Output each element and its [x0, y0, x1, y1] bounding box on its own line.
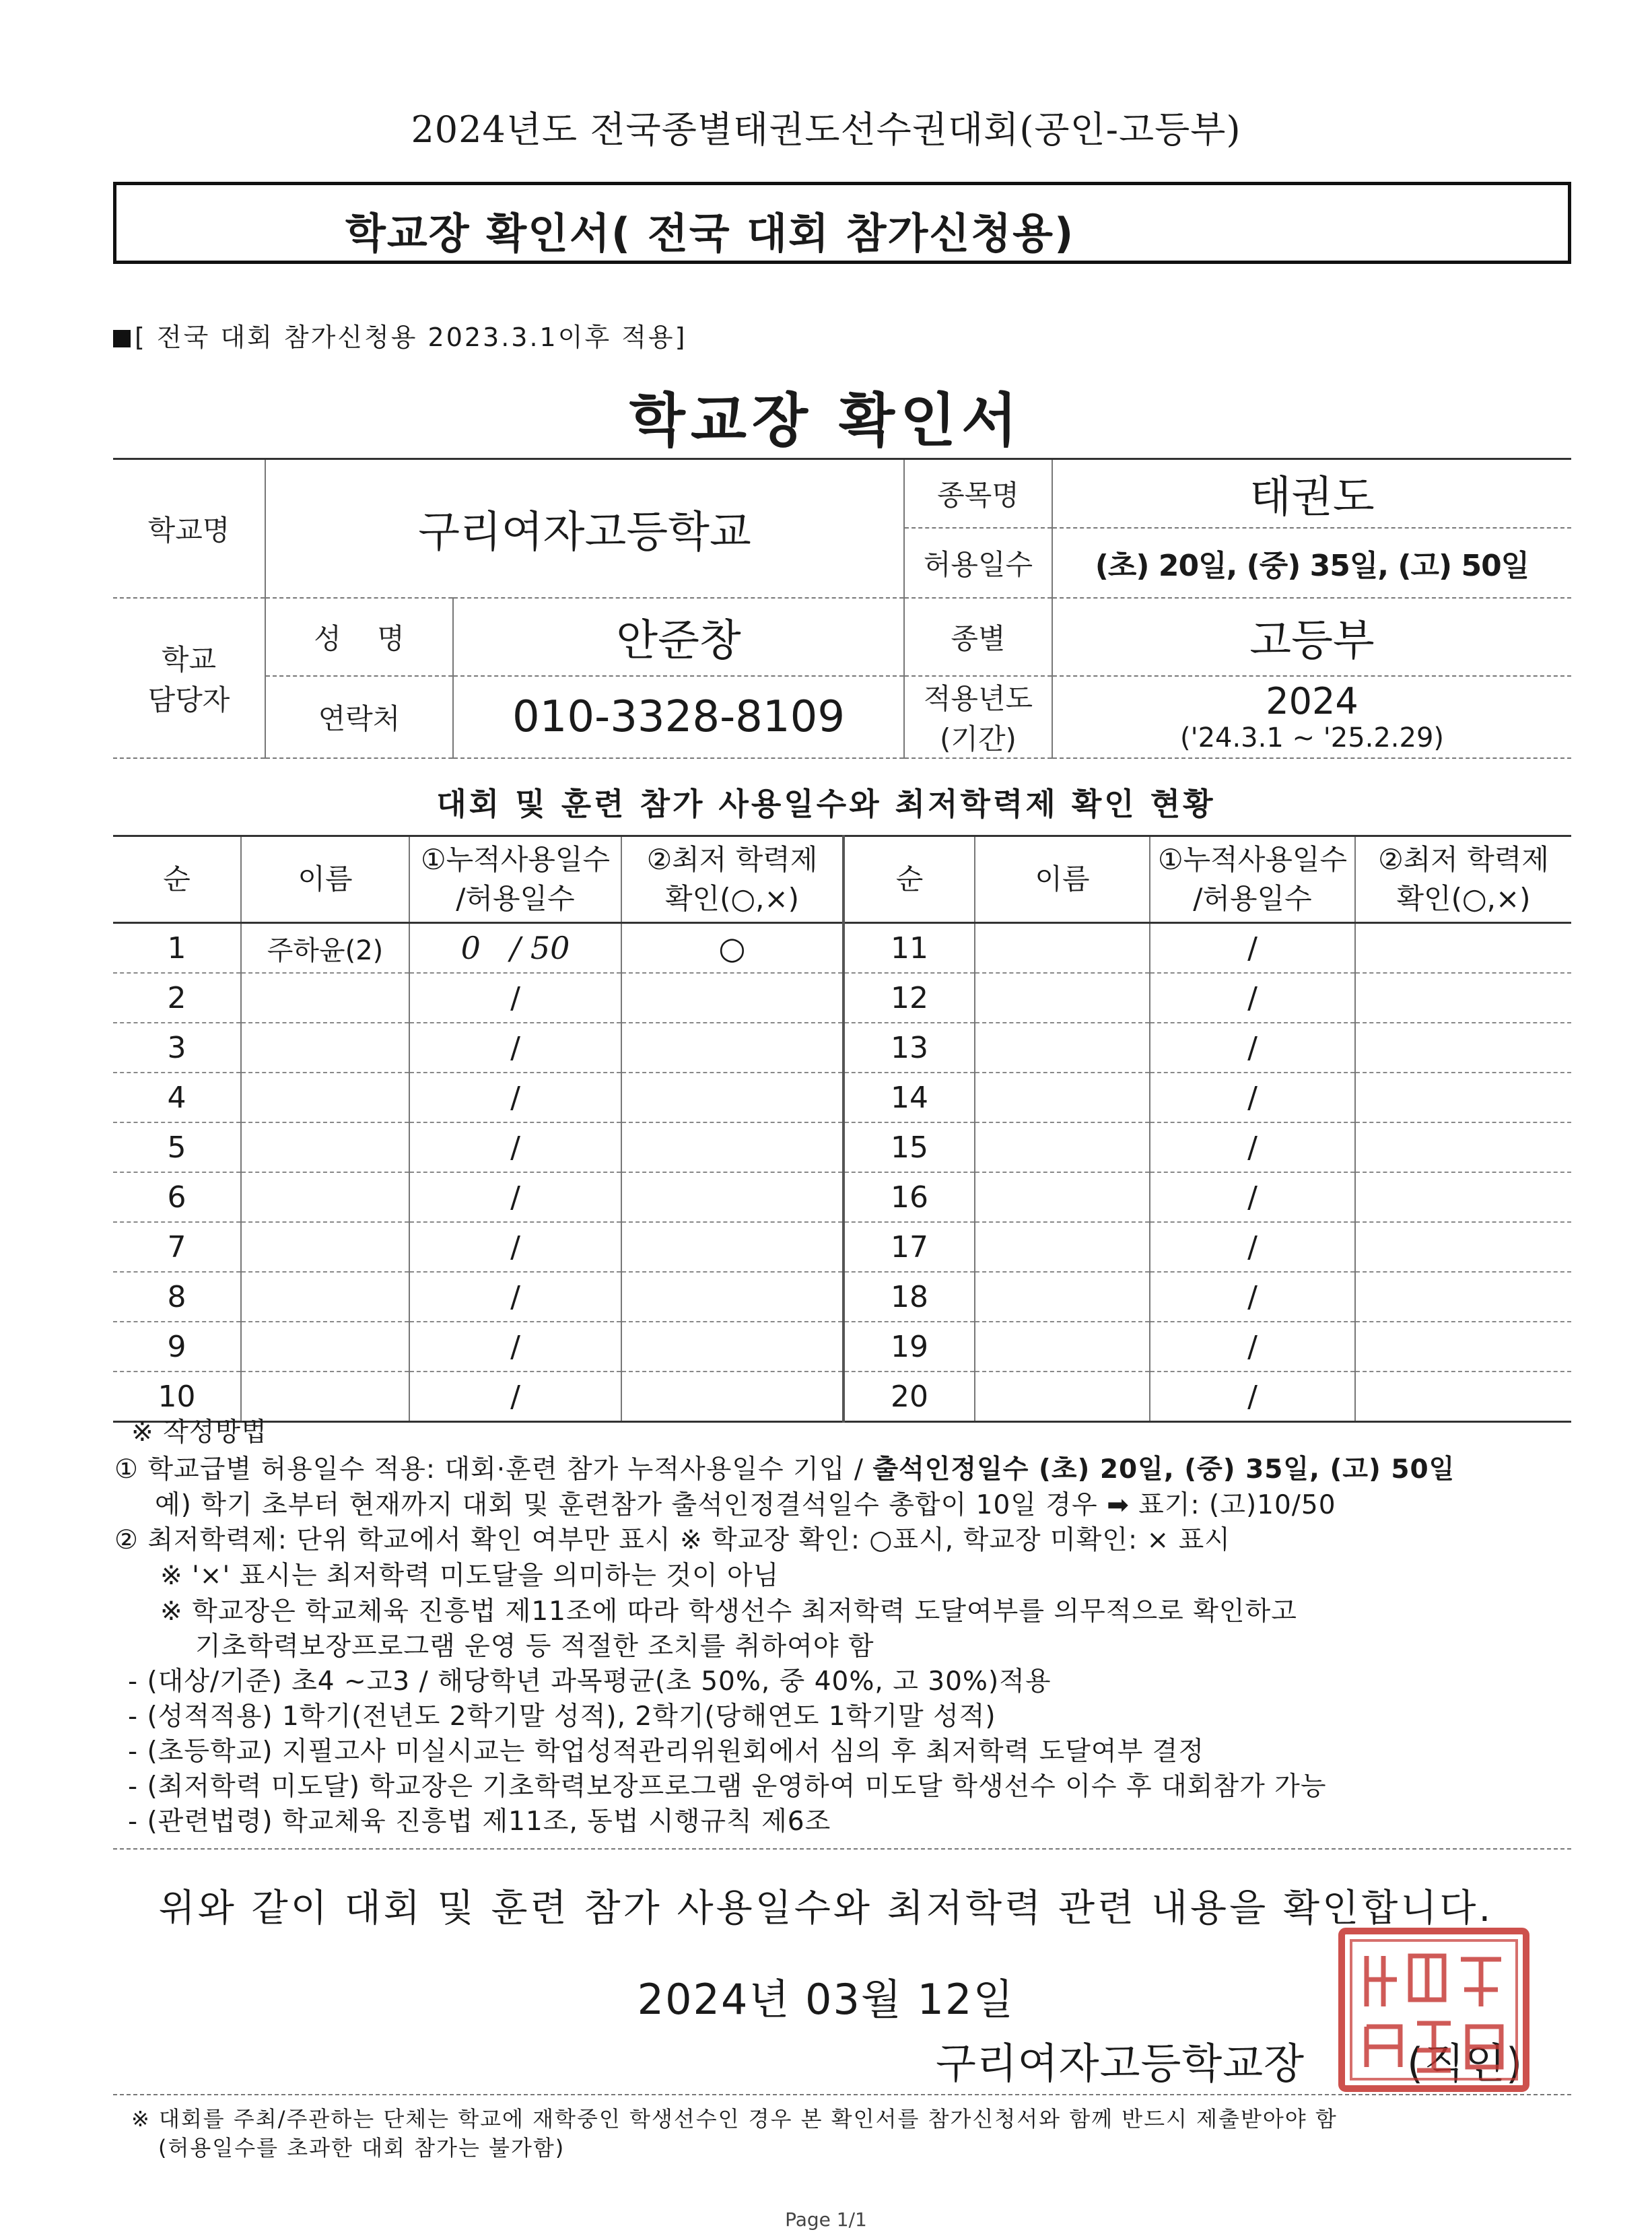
cell-days: /	[409, 1222, 621, 1272]
cell-name	[975, 1172, 1150, 1222]
cell-days: /	[1150, 1122, 1355, 1172]
contact-name-value: 안준창	[453, 598, 904, 676]
cell-no: 5	[113, 1122, 241, 1172]
seal-mark-text: (직인)	[1407, 2039, 1523, 2088]
cell-check: ○	[621, 923, 844, 974]
apply-year-label: 적용년도 (기간)	[904, 676, 1052, 758]
page-number: Page 1/1	[785, 2208, 867, 2231]
cell-check	[621, 1172, 844, 1222]
instruction-law: - (관련법령) 학교체육 진흥법 제11조, 동법 시행규칙 제6조	[128, 1806, 831, 1837]
cell-check	[1355, 1122, 1571, 1172]
divider	[113, 1848, 1571, 1850]
cell-name	[241, 1172, 409, 1222]
table-row	[113, 1272, 1571, 1322]
cell-check	[1355, 1322, 1571, 1372]
cell-days: /	[409, 1322, 621, 1372]
instruction-target: - (대상/기준) 초4 ~고3 / 해당학년 과목평균(초 50%, 중 40%, 고 30%)적용	[128, 1666, 1052, 1697]
cell-check	[1355, 1222, 1571, 1272]
square-bullet-icon	[113, 330, 131, 347]
instructions-heading: ※ 작성방법	[131, 1417, 267, 1448]
cell-days: /	[1150, 973, 1355, 1023]
cell-check	[621, 1372, 844, 1422]
cell-days: /	[1150, 923, 1355, 974]
cell-check	[1355, 973, 1571, 1023]
cell-days: /	[1150, 1322, 1355, 1372]
event-label: 종목명	[904, 459, 1052, 528]
cell-check	[1355, 1372, 1571, 1422]
document-title: 학교장 확인서	[629, 387, 1023, 454]
cell-name	[241, 1272, 409, 1322]
applicability-notice: [ 전국 대회 참가신청용 2023.3.1이후 적용]	[113, 316, 687, 353]
cell-check	[621, 1023, 844, 1073]
cell-name	[975, 1372, 1150, 1422]
form-title-box	[113, 182, 1571, 264]
cell-check	[1355, 1023, 1571, 1073]
cell-no: 15	[844, 1122, 975, 1172]
instruction-1: ① 학교급별 허용일수 적용: 대회·훈련 참가 누적사용일수 기입 / 출석인정일수 (초) 20일, (중) 35일, (고) 50일	[114, 1454, 1455, 1485]
apply-year-value: 2024 ('24.3.1 ~ '25.2.29)	[1052, 676, 1571, 758]
cell-days: /	[1150, 1222, 1355, 1272]
contact-phone-value: 010-3328-8109	[453, 676, 904, 758]
cell-name	[975, 1023, 1150, 1073]
header-min-academic: ②최저 학력제 확인(○,×)	[1355, 836, 1571, 923]
instruction-note-x: ※ '×' 표시는 최저학력 미도달을 의미하는 것이 아님	[160, 1561, 780, 1591]
confirmation-statement: 위와 같이 대회 및 훈련 참가 사용일수와 최저학력 관련 내용을 확인합니다.	[158, 1887, 1494, 1930]
cell-days: /	[409, 1272, 621, 1322]
table-row	[113, 1023, 1571, 1073]
form-title: 학교장 확인서( 전국 대회 참가신청용)	[345, 209, 1075, 258]
cell-check	[621, 1322, 844, 1372]
cell-check	[621, 1073, 844, 1122]
cell-days: /	[1150, 1372, 1355, 1422]
contact-phone-label: 연락처	[265, 676, 453, 758]
cell-no: 17	[844, 1222, 975, 1272]
allowed-days-value: (초) 20일, (중) 35일, (고) 50일	[1052, 528, 1571, 598]
table-row	[113, 973, 1571, 1023]
school-info-table	[113, 458, 1571, 759]
table-row	[113, 1172, 1571, 1222]
instruction-grades: - (성적적용) 1학기(전년도 2학기말 성적), 2학기(당해연도 1학기말 성적)	[128, 1701, 996, 1732]
cell-days: /	[409, 1122, 621, 1172]
cell-no: 19	[844, 1322, 975, 1372]
cell-days: /	[409, 1023, 621, 1073]
cell-name	[241, 973, 409, 1023]
cell-check	[1355, 923, 1571, 974]
cell-check	[621, 1222, 844, 1272]
cell-check	[1355, 1172, 1571, 1222]
cell-no: 16	[844, 1172, 975, 1222]
cell-check	[621, 973, 844, 1023]
instruction-example: 예) 학기 초부터 현재까지 대회 및 훈련참가 출석인정결석일수 총합이 10일 경우 ➡ 표기: (고)10/50	[155, 1490, 1336, 1520]
instruction-note-law-cont: 기초학력보장프로그램 운영 등 적절한 조치를 취하여야 함	[195, 1631, 874, 1662]
cell-check	[621, 1272, 844, 1322]
table-row	[113, 1122, 1571, 1172]
division-value: 고등부	[1052, 598, 1571, 676]
cell-days: /	[409, 1073, 621, 1122]
cell-no: 9	[113, 1322, 241, 1372]
cell-no: 6	[113, 1172, 241, 1222]
cell-no: 3	[113, 1023, 241, 1073]
header-no: 순	[844, 836, 975, 923]
division-label: 종별	[904, 598, 1052, 676]
cell-no: 14	[844, 1073, 975, 1122]
footer-note: ※ 대회를 주최/주관하는 단체는 학교에 재학중인 학생선수인 경우 본 확인서를 참가신청서와 함께 반드시 제출받아야 함	[131, 2106, 1338, 2132]
cell-name: 주하윤(2)	[241, 923, 409, 974]
footer-note-sub: (허용일수를 초과한 대회 참가는 불가함)	[158, 2135, 565, 2161]
cell-name	[241, 1322, 409, 1372]
table-row	[113, 923, 1571, 974]
cell-name	[975, 1222, 1150, 1272]
cell-name	[241, 1122, 409, 1172]
table-row	[113, 1073, 1571, 1122]
header-min-academic: ②최저 학력제 확인(○,×)	[621, 836, 844, 923]
divider	[113, 2094, 1571, 2095]
event-title: 2024년도 전국종별태권도선수권대회(공인-고등부)	[411, 108, 1241, 151]
cell-no: 4	[113, 1073, 241, 1122]
header-days: ①누적사용일수 /허용일수	[1150, 836, 1355, 923]
usage-table	[113, 835, 1571, 1423]
contact-person-label: 학교 담당자	[113, 598, 265, 758]
instruction-elementary: - (초등학교) 지필고사 미실시교는 학업성적관리위원회에서 심의 후 최저학력 도달여부 결정	[128, 1736, 1205, 1767]
table-row	[113, 1372, 1571, 1422]
cell-days: /	[1150, 1073, 1355, 1122]
cell-name	[975, 1073, 1150, 1122]
cell-no: 2	[113, 973, 241, 1023]
cell-check	[1355, 1073, 1571, 1122]
cell-days: /	[409, 1372, 621, 1422]
cell-name	[975, 923, 1150, 974]
section-title: 대회 및 훈련 참가 사용일수와 최저학력제 확인 현황	[436, 786, 1216, 822]
table-header-row	[113, 836, 1571, 923]
cell-no: 12	[844, 973, 975, 1023]
cell-no: 1	[113, 923, 241, 974]
table-row	[113, 1322, 1571, 1372]
cell-days: /	[409, 973, 621, 1023]
cell-no: 8	[113, 1272, 241, 1322]
cell-name	[975, 1272, 1150, 1322]
header-days: ①누적사용일수 /허용일수	[409, 836, 621, 923]
event-value: 태권도	[1052, 459, 1571, 528]
school-name-value: 구리여자고등학교	[265, 459, 904, 598]
cell-days: 0 / 50	[409, 923, 621, 974]
cell-name	[241, 1073, 409, 1122]
cell-no: 20	[844, 1372, 975, 1422]
cell-days: /	[1150, 1023, 1355, 1073]
school-name-label: 학교명	[113, 459, 265, 598]
instruction-below-min: - (최저학력 미도달) 학교장은 기초학력보장프로그램 운영하여 미도달 학생선수 이수 후 대회참가 가능	[128, 1771, 1327, 1802]
header-name: 이름	[241, 836, 409, 923]
instruction-2: ② 최저학력제: 단위 학교에서 확인 여부만 표시 ※ 학교장 확인: ○표시, 학교장 미확인: × 표시	[114, 1525, 1231, 1555]
cell-no: 7	[113, 1222, 241, 1272]
cell-name	[975, 1322, 1150, 1372]
cell-check	[1355, 1272, 1571, 1322]
cell-name	[241, 1222, 409, 1272]
header-no: 순	[113, 836, 241, 923]
cell-check	[621, 1122, 844, 1172]
principal-name: 구리여자고등학교장	[936, 2039, 1305, 2088]
cell-no: 13	[844, 1023, 975, 1073]
table-row	[113, 1222, 1571, 1272]
instruction-note-law: ※ 학교장은 학교체육 진흥법 제11조에 따라 학생선수 최저학력 도달여부를 의무적으로 확인하고	[160, 1596, 1297, 1627]
cell-name	[975, 1122, 1150, 1172]
cell-name	[975, 973, 1150, 1023]
cell-name	[241, 1023, 409, 1073]
cell-name	[241, 1372, 409, 1422]
official-seal-icon	[1336, 1926, 1531, 2094]
cell-no: 10	[113, 1372, 241, 1422]
cell-days: /	[1150, 1272, 1355, 1322]
cell-no: 11	[844, 923, 975, 974]
cell-days: /	[409, 1172, 621, 1222]
contact-name-label: 성 명	[265, 598, 453, 676]
issue-date: 2024년 03월 12일	[637, 1975, 1015, 2024]
header-name: 이름	[975, 836, 1150, 923]
cell-days: /	[1150, 1172, 1355, 1222]
allowed-days-label: 허용일수	[904, 528, 1052, 598]
cell-no: 18	[844, 1272, 975, 1322]
